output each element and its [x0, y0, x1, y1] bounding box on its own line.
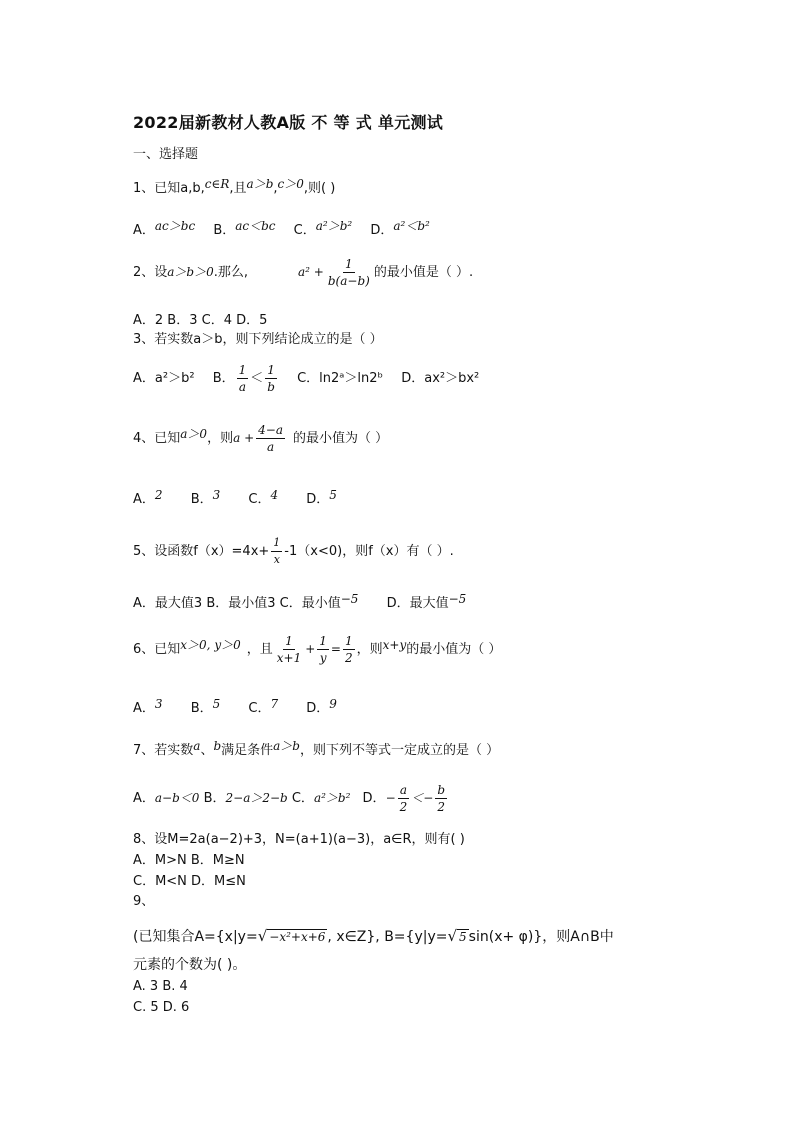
- question-4-options: A．2 B．3 C．4 D．5: [133, 488, 337, 507]
- fraction: $\frac{1}{a}$: [238, 363, 247, 394]
- fraction: $\frac{1}{b}$: [267, 363, 275, 394]
- question-8-stem: 8、设M=2a(a−2)+3，N=(a+1)(a−3)，a∈R，则有( ): [133, 832, 465, 847]
- page-title: 2022届新教材人教A版 不 等 式 单元测试: [133, 113, 444, 132]
- section-heading: 一、选择题: [133, 147, 199, 162]
- fraction: $\frac{1}{x+1}$: [276, 634, 302, 665]
- question-9-options-row1: A. 3 B. 4: [133, 979, 188, 994]
- question-6-stem: 6、已知x＞0, y＞0 ，且 $\frac{1}{x+1}$ + $\frac{1}{y}$ = $\frac{1}{2}$ ，则x+y的最小值为（ ）: [133, 634, 502, 665]
- fraction: $\frac{1}{x}$: [273, 536, 281, 566]
- fraction: $\frac{1}{b(a-b)}$: [327, 257, 370, 288]
- question-8-options-row1: A．M>N B．M≥N: [133, 853, 245, 868]
- fraction: $\frac{1}{y}$: [319, 634, 327, 665]
- question-9-stem-line2: 元素的个数为( )。: [133, 957, 247, 973]
- question-2-stem: 2、设a＞b＞0.那么, a² + $\frac{1}{b(a-b)}$ 的最小值是（ ）.: [133, 257, 474, 288]
- question-7-options: A．a−b＜0 B．2−a＞2−b C．a²＞b² D．− $\frac{a}{2}$ ＜− $\frac{b}{2}$: [133, 783, 446, 814]
- fraction: $\frac{4-a}{a}$: [258, 423, 283, 454]
- question-6-options: A．3 B．5 C．7 D．9: [133, 697, 337, 716]
- question-5-stem: 5、设函数f（x）=4x+ $\frac{1}{x}$ -1（x<0)，则f（x）有（ ）.: [133, 536, 454, 566]
- question-1-options: A．ac＞bc B．ac＜bc C．a²＞b² D．a²＜b²: [133, 219, 430, 238]
- question-5-options: A．最大值3 B．最小值3 C．最小值−5 D．最大值−5: [133, 592, 467, 611]
- question-8-options-row2: C．M<N D．M≤N: [133, 874, 246, 889]
- fraction: $\frac{a}{2}$: [399, 783, 408, 814]
- question-7-stem: 7、若实数a、b满足条件a＞b，则下列不等式一定成立的是（ ）: [133, 739, 500, 758]
- fraction: $\frac{b}{2}$: [437, 783, 446, 814]
- question-4-stem: 4、已知a＞0，则a + $\frac{4-a}{a}$ 的最小值为（ ）: [133, 423, 389, 454]
- question-9-stem-line1: (已知集合A={x|y=√ −x²+x+6 , x∈Z}, B={y|y=√ 5 sin(x+ φ)}，则A∩B中: [133, 927, 614, 945]
- question-9-number: 9、: [133, 894, 155, 909]
- question-3-stem: 3、若实数a＞b，则下列结论成立的是（ ）: [133, 332, 383, 347]
- question-9-options-row2: C. 5 D. 6: [133, 1000, 190, 1015]
- question-2-options: A．2 B．3 C．4 D．5: [133, 313, 268, 328]
- question-3-options: A．a²＞b² B． $\frac{1}{a}$ ＜ $\frac{1}{b}$ C．ln2ᵃ＞ln2ᵇ D．ax²＞bx²: [133, 363, 480, 394]
- fraction: $\frac{1}{2}$: [344, 634, 353, 665]
- question-1-stem: 1、已知a,b,c∈R,且a＞b,c＞0,则( ): [133, 177, 336, 196]
